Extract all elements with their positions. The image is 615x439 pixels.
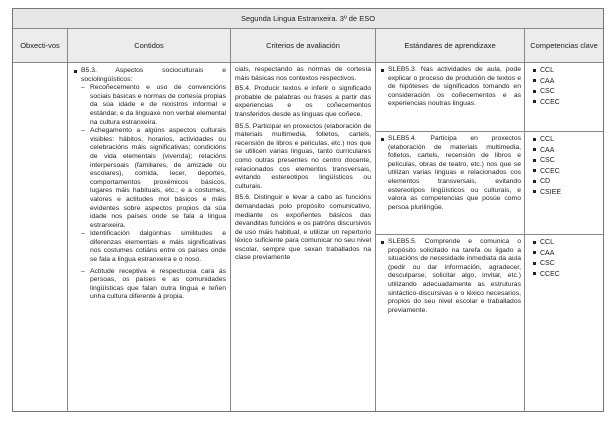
header-criteria: Criterios de avaliación	[231, 29, 375, 63]
curriculum-table	[12, 8, 604, 412]
criterion-text: B5.4. Producir textos e inferir o significado probable de palabras ou frases a partir das experiencias e os coñecementos transferidos desde as linguas que coñece.	[235, 85, 371, 118]
row-divider	[376, 131, 603, 132]
competence-list	[533, 238, 560, 280]
competence-list	[533, 66, 560, 108]
contents-cell	[74, 67, 226, 409]
bullet-icon	[533, 262, 536, 265]
column-divider	[67, 29, 68, 411]
bullet-icon	[533, 90, 536, 93]
competence-item: CSIEE	[533, 188, 561, 199]
standard-text: SLEB5.4. Participa en proxectos (elaboración de materiais multimedia, folletos, cartels, recensión de libros e películas, obras de teatro, etc.) nos que se utilizan varias linguas e relacionados cos elementos transversais, evitando estereotipos lingüísticos ou culturais, e valora as competencias que posúe como persoa plurilingüe.	[388, 135, 521, 211]
competence-item: CCL	[533, 238, 560, 249]
column-divider	[524, 29, 525, 411]
bullet-icon	[533, 138, 536, 141]
bullet-icon	[381, 138, 384, 141]
competence-list	[533, 135, 561, 198]
bullet-icon	[381, 69, 384, 72]
bullet-icon	[533, 169, 536, 172]
bullet-icon	[533, 180, 536, 183]
standard-cell	[381, 238, 521, 338]
competence-item: CD	[533, 177, 561, 188]
bullet-icon	[533, 148, 536, 151]
contents-item: – Actitude receptiva e respectuosa cara ás persoas, os países e as comunidades lingüísticas que falan outra lingua e teñen unha cultura diferente á propia.	[81, 268, 226, 302]
row-divider	[376, 234, 603, 235]
competence-item: CAA	[533, 249, 560, 260]
competence-item: CSC	[533, 156, 561, 167]
bullet-icon	[74, 70, 77, 73]
competence-item: CSC	[533, 259, 560, 270]
criterion-text: cials, respectando as normas de cortesía máis básicas nos contextos respectivos.	[235, 66, 371, 82]
standard-text: SLEB5.5. Comprende e comunica o propósito solicitado na tarefa ou ligado a situacións de necesidade inmediata da aula (pedir ou dar información, agradecer, desculparse, solicitar algo, invitar, etc.) utilizando adecuadamente as estruturas sintáctico-discursivas e o léxico necesarios, propios do seu nivel escolar e traballados previamente.	[388, 238, 521, 314]
bullet-icon	[533, 251, 536, 254]
contents-item: – Achegamento a algúns aspectos culturais visibles: hábitos, horarios, actividades ou celebracións máis significativas; condicións de vida elementais (vivenda); relacións interpersoais (familiares, de amizade ou escolares), comida, lecer, deportes, comportamentos proxémicos básicos, lugares máis habituais, etc.; e a costumes, valores e actitudes moi básicos e máis evidentes sobre aspectos propios da súa idade nos países onde se fala a lingua estranxeira.	[81, 127, 226, 230]
bullet-icon	[533, 272, 536, 275]
header-competences: Competencias clave	[525, 29, 603, 63]
header-contents: Contidos	[68, 29, 230, 63]
criterion-text: B5.5. Participar en proxectos (elaboración de materiais multimedia, folletos, cartels, recensión de libros e películas, etc.) nos que se utilicen varias linguas, tanto curriculares como outras presentes no centro docente, relacionados cos elementos transversais, evitando estereotipos lingüísticos ou culturais.	[235, 122, 371, 190]
competence-item: CAA	[533, 146, 561, 157]
competence-item: CAA	[533, 77, 560, 88]
bullet-icon	[533, 69, 536, 72]
bullet-icon	[533, 79, 536, 82]
header-objectives: Obxecti-vos	[13, 29, 67, 63]
bullet-icon	[533, 190, 536, 193]
contents-heading: B5.3. Aspectos socioculturais e sociolingüísticos:	[81, 67, 226, 83]
competence-item: CSC	[533, 87, 560, 98]
competence-item: CCL	[533, 135, 561, 146]
standard-cell	[381, 66, 521, 128]
criterion-text: B5.6. Distinguir e levar a cabo as funcións demandadas polo propósito comunicativo, mediante os expoñentes básicos das devanditas funcións e os patróns discursivos de uso máis habitual, e utilizar un repertorio léxico suficiente para comunicar no seu nivel escolar, sempre que sexan traballados na clase previamente	[235, 194, 371, 262]
column-divider	[375, 29, 376, 411]
contents-item: – Recoñecemento e uso de convencións sociais básicas e normas de cortesía propias da súa idade e de rexistros informal e estándar, e da linguaxe non verbal elemental na cultura estranxeira.	[81, 84, 226, 127]
bullet-icon	[533, 159, 536, 162]
header-standards: Estándares de aprendizaxe	[376, 29, 524, 63]
competence-item: CCEC	[533, 98, 560, 109]
table-title: Segunda Lingua Estranxeira. 3º de ESO	[13, 9, 603, 29]
standard-cell	[381, 135, 521, 231]
bullet-icon	[533, 100, 536, 103]
competence-item: CCL	[533, 66, 560, 77]
bullet-icon	[381, 241, 384, 244]
column-divider	[230, 29, 231, 411]
competence-item: CCEC	[533, 167, 561, 178]
contents-heading-row	[74, 67, 226, 84]
criteria-cell	[235, 66, 371, 336]
standard-text: SLEB5.3. Nas actividades de aula, pode explicar o proceso de produción de textos e de hipóteses de significados tomando en consideración os coñecementos e as experiencias noutras linguas.	[388, 66, 521, 108]
competence-item: CCEC	[533, 270, 560, 281]
bullet-icon	[533, 241, 536, 244]
contents-item: – Identificación dalgúnhas similitudes e diferenzas elementais e máis significativas nos costumes cotiáns entre os países onde se fala a lingua estranxeira e o noso.	[81, 230, 226, 264]
